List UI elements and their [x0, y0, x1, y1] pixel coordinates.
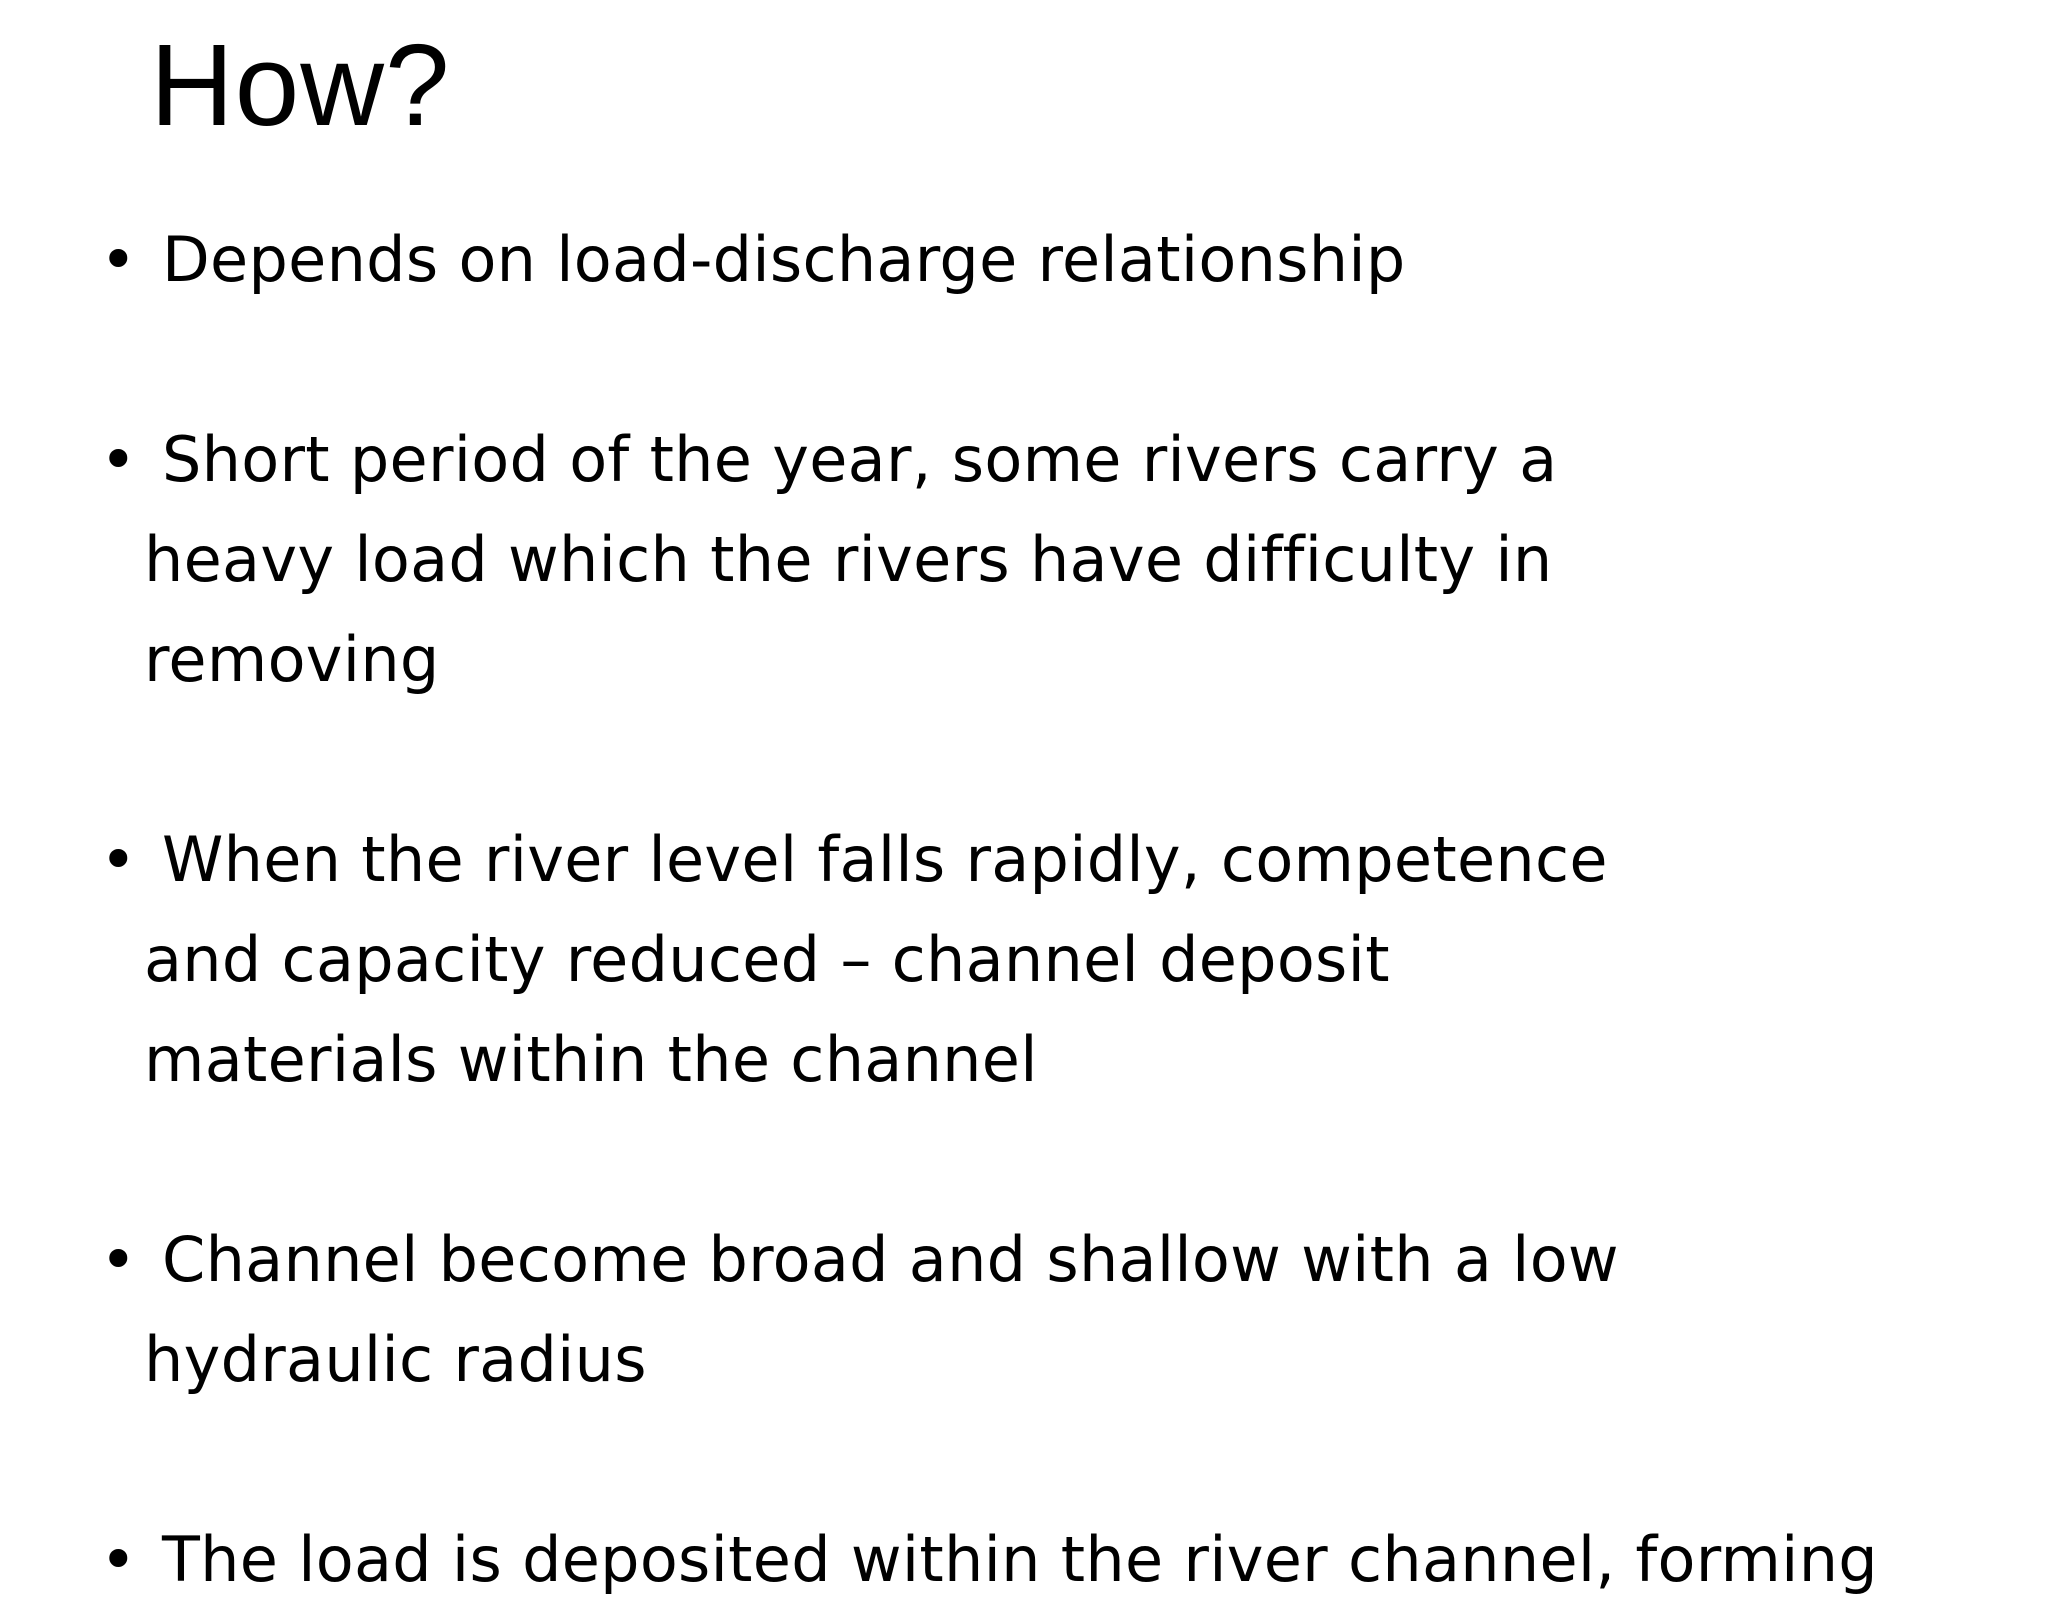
bullet-text: [162, 210, 1406, 310]
bullet-line: and capacity reduced – channel deposit: [144, 923, 1390, 996]
bullet-point-icon: •: [100, 423, 137, 496]
bullet-text: [162, 1510, 1878, 1610]
bullet-line: materials within the channel: [144, 1023, 1038, 1096]
bullet-point-icon: •: [100, 223, 137, 296]
bullet-line: hydraulic radius: [144, 1323, 647, 1396]
bullet-line: Depends on load-discharge relationship: [162, 223, 1406, 296]
bullet-line: Channel become broad and shallow with a low: [162, 1223, 1619, 1296]
bullet-point-icon: •: [100, 1223, 137, 1296]
bullet-line: When the river level falls rapidly, competence: [162, 823, 1608, 896]
slide-title: How?: [150, 20, 451, 150]
bullet-line: Short period of the year, some rivers carry a: [162, 423, 1558, 496]
bullet-line: The load is deposited within the river channel, forming: [162, 1523, 1878, 1596]
bullet-text: [144, 410, 1558, 710]
bullet-line: heavy load which the rivers have difficulty in: [144, 523, 1553, 596]
bullet-point-icon: •: [100, 1523, 137, 1596]
bullet-text: [144, 1210, 1619, 1410]
bullet-point-icon: •: [100, 823, 137, 896]
bullet-text: [144, 810, 1608, 1110]
bullet-line: removing: [144, 623, 440, 696]
